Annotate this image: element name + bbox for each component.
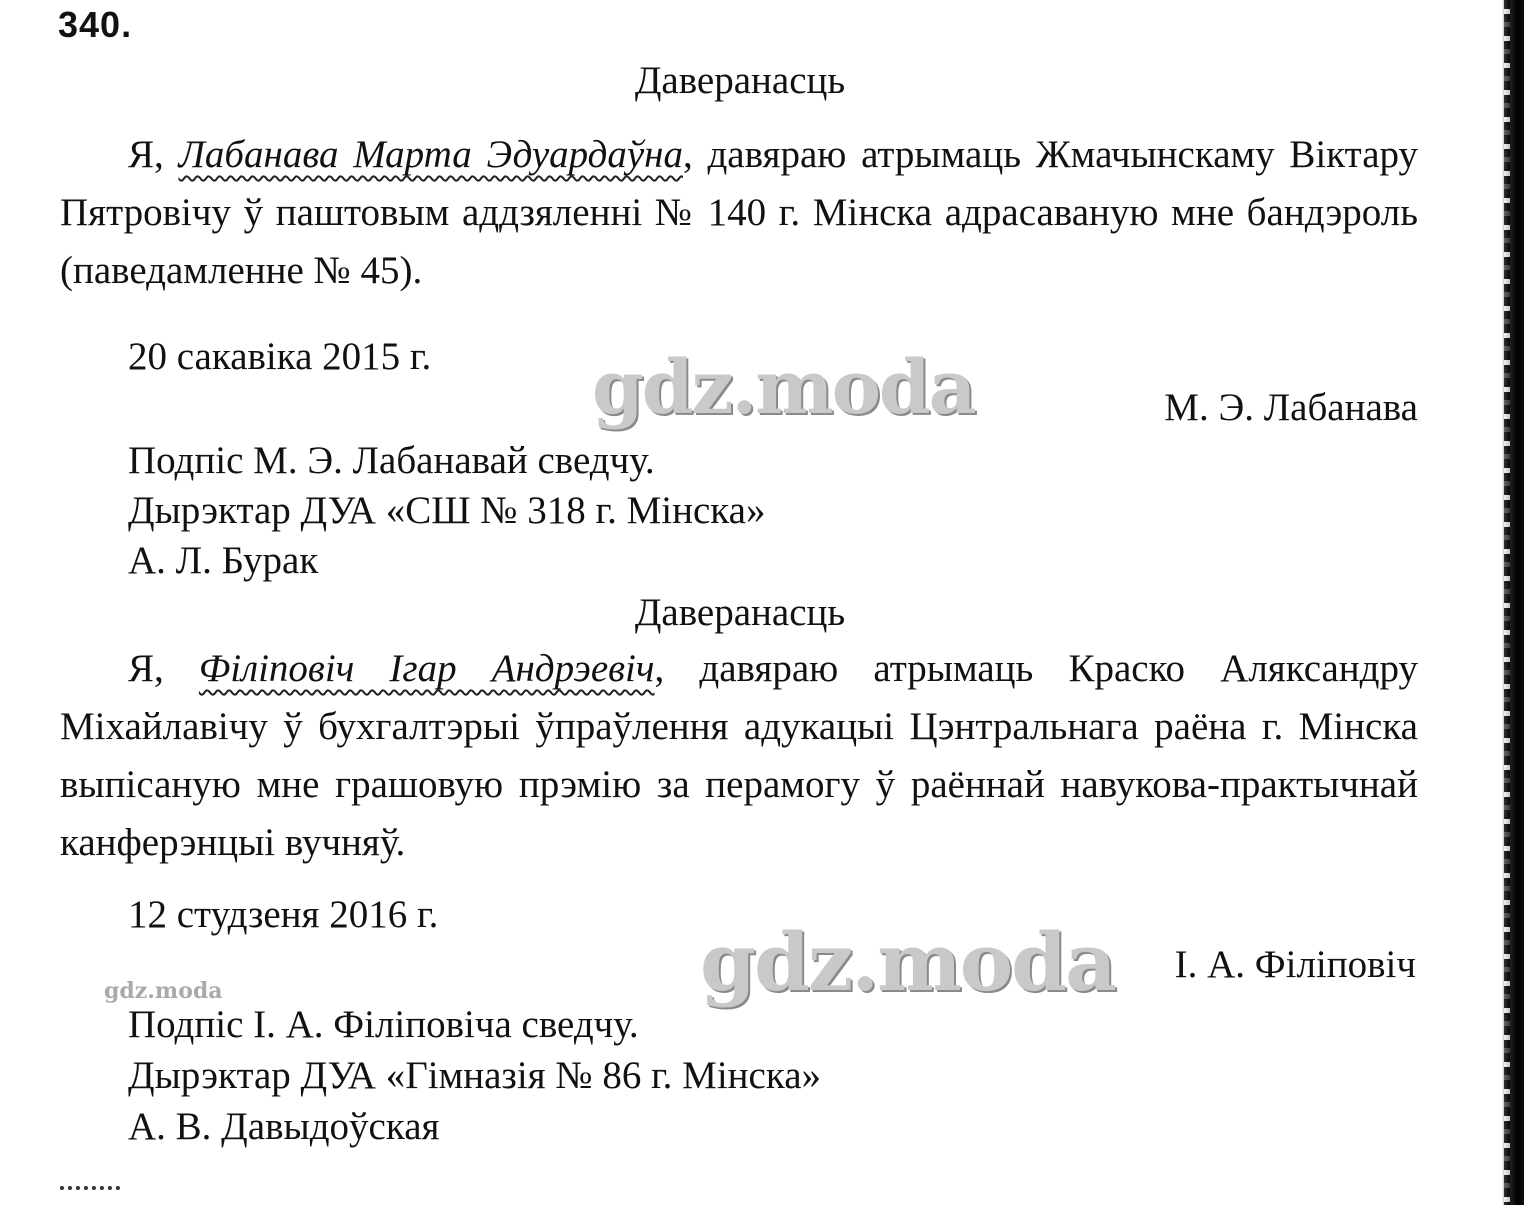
doc2-cert-line1: Подпіс І. А. Філіповіча сведчу. [128, 1003, 639, 1046]
next-exercise-cutoff [60, 1186, 120, 1198]
doc1-title: Даверанасць [634, 59, 846, 102]
doc2-cert-line2: Дырэктар ДУА «Гімназія № 86 г. Мінска» [128, 1054, 822, 1097]
doc2-body [60, 640, 1418, 872]
doc2-principal-name: Філіповіч Ігар Андрэевіч [198, 647, 655, 690]
doc1-cert-line3: А. Л. Бурак [128, 539, 319, 582]
doc2-date: 12 студзеня 2016 г. [128, 893, 439, 936]
doc1-date: 20 сакавіка 2015 г. [128, 335, 432, 378]
exercise-number: 340. [58, 4, 133, 45]
doc1-principal-name: Лабанава Марта Эдуардаўна [178, 133, 683, 176]
doc1-cert-line2: Дырэктар ДУА «СШ № 318 г. Мінска» [128, 489, 766, 532]
doc1-body-rest: , давяраю атрымаць Жмачынскаму Віктару Пятровічу ў паштовым аддзяленні № 140 г. Мінска адрасаваную мне бандэроль (паведамленне № 45). [60, 133, 1418, 292]
watermark-2: gdz.moda [700, 915, 1115, 1009]
doc1-signature: М. Э. Лабанава [1164, 386, 1418, 429]
doc1-body [60, 126, 1418, 300]
doc2-body-start: Я, [128, 647, 199, 690]
doc2-signature: І. А. Філіповіч [1174, 943, 1416, 986]
page-edge-torn [1504, 0, 1510, 1205]
watermark-1: gdz.moda [592, 345, 975, 431]
doc1-cert-line1: Подпіс М. Э. Лабанавай сведчу. [128, 439, 655, 482]
doc2-body-rest: , давяраю атрымаць Краско Аляксандру Міхайлавічу ў бухгалтэрыі ўпраўлення адукацыі Цэнтральнага раёна г. Мінска выпісаную мне грашовую прэмію за перамогу ў раённай навукова-практычнай канферэнцыі вучняў. [60, 647, 1419, 864]
watermark-small: gdz.moda [104, 978, 223, 1004]
doc2-title: Даверанасць [634, 591, 846, 634]
doc2-cert-line3: А. В. Давыдоўская [128, 1105, 440, 1148]
doc1-body-start: Я, [128, 133, 179, 176]
